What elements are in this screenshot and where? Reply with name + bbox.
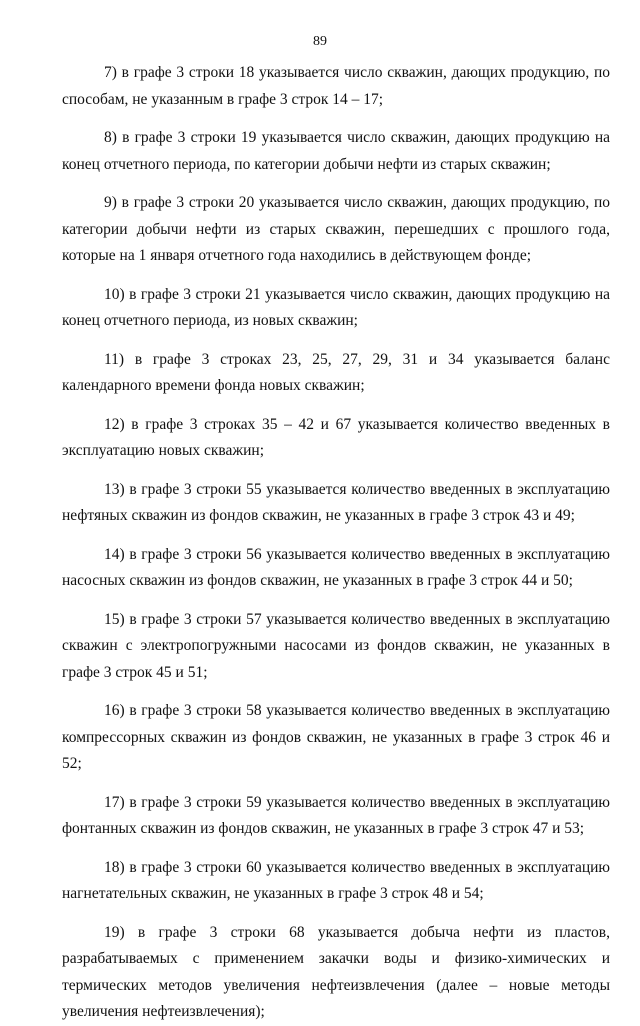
paragraph-item-13: 13) в графе 3 строки 55 указывается количество введенных в эксплуатацию нефтяных скважин из фондов скважин, не указанных в графе 3 строк 43 и 49; [62,480,610,524]
paragraph-item-15: 15) в графе 3 строки 57 указывается количество введенных в эксплуатацию скважин с электропогружными насосами из фондов скважин, не указанных в графе 3 строк 45 и 51; [62,610,610,681]
paragraph-item-9: 9) в графе 3 строки 20 указывается число скважин, дающих продукцию, по категории добычи нефти из старых скважин, перешедших с прошлого года, которые на 1 января отчетного года находились в действующем фонде; [62,194,610,264]
document-body [62,60,610,1026]
paragraph-item-8: 8) в графе 3 строки 19 указывается число скважин, дающих продукцию на конец отчетного периода, по категории добычи нефти из старых скважин; [62,129,610,173]
paragraph-item-14: 14) в графе 3 строки 56 указывается количество введенных в эксплуатацию насосных скважин из фондов скважин, не указанных в графе 3 строк 44 и 50; [62,545,610,589]
paragraph-item-16: 16) в графе 3 строки 58 указывается количество введенных в эксплуатацию компрессорных скважин из фондов скважин, не указанных в графе 3 строк 46 и 52; [62,702,610,772]
paragraph-item-19: 19) в графе 3 строки 68 указывается добыча нефти из пластов, разрабатываемых с применением закачки воды и физико-химических и термических методов увеличения нефтеизвлечения (далее – новые методы увеличения нефтеизвлечения); [62,923,610,1020]
paragraph-item-17: 17) в графе 3 строки 59 указывается количество введенных в эксплуатацию фонтанных скважин из фондов скважин, не указанных в графе 3 строк 47 и 53; [62,793,610,837]
paragraph-item-7: 7) в графе 3 строки 18 указывается число скважин, дающих продукцию, по способам, не указанным в графе 3 строк 14 – 17; [62,64,610,108]
paragraph-item-12: 12) в графе 3 строках 35 – 42 и 67 указывается количество введенных в эксплуатацию новых скважин; [62,415,610,459]
paragraph-item-10: 10) в графе 3 строки 21 указывается число скважин, дающих продукцию на конец отчетного периода, из новых скважин; [62,285,610,329]
paragraph-item-11: 11) в графе 3 строках 23, 25, 27, 29, 31 и 34 указывается баланс календарного времени фонда новых скважин; [62,350,610,394]
paragraph-item-18: 18) в графе 3 строки 60 указывается количество введенных в эксплуатацию нагнетательных скважин, не указанных в графе 3 строк 48 и 54; [62,858,610,902]
page-number: 89 [313,34,327,49]
